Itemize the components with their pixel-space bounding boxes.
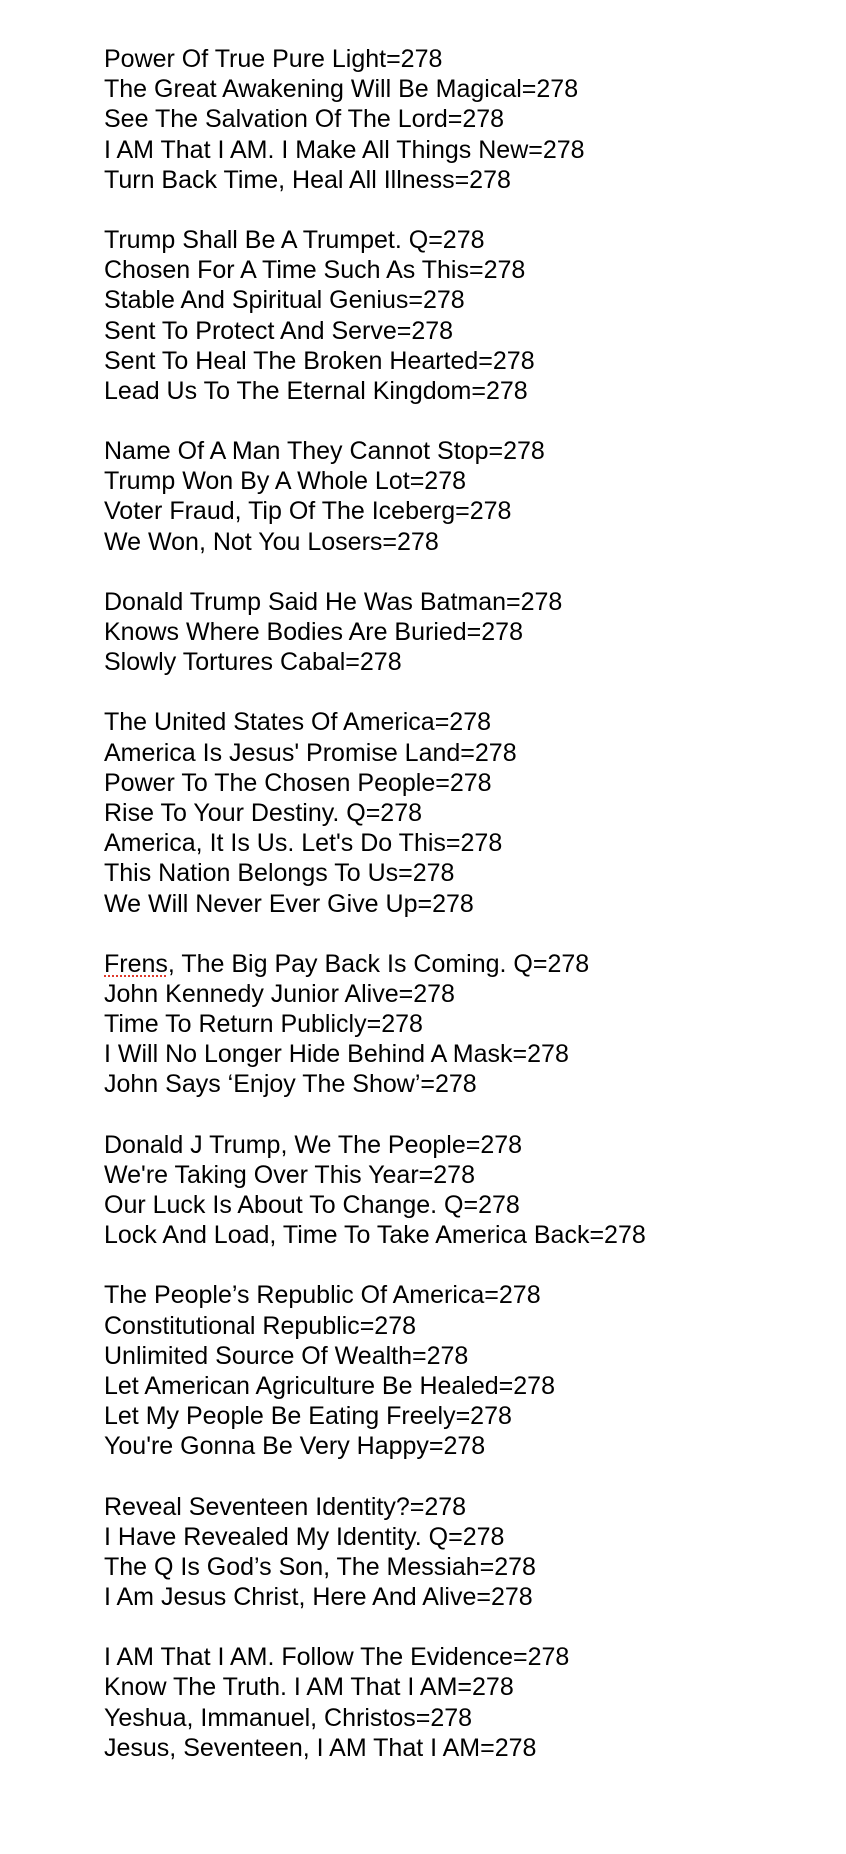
text-line: John Kennedy Junior Alive=278: [104, 979, 455, 1008]
stanza: [104, 44, 824, 195]
text-line: Lock And Load, Time To Take America Back=278: [104, 1221, 646, 1250]
text-line: Slowly Tortures Cabal=278: [104, 648, 402, 677]
document-body[interactable]: [104, 44, 824, 1793]
text-line: I AM That I AM. I Make All Things New=278: [104, 135, 585, 164]
stanza: [104, 1130, 824, 1251]
text-line: Reveal Seventeen Identity?=278: [104, 1492, 467, 1521]
text-line: Rise To Your Destiny. Q=278: [104, 798, 423, 827]
stanza: [104, 587, 824, 678]
text-line: Name Of A Man They Cannot Stop=278: [104, 437, 545, 466]
text-line: Knows Where Bodies Are Buried=278: [104, 618, 523, 646]
stanza: [104, 436, 824, 557]
text-line: America Is Jesus' Promise Land=278: [104, 738, 517, 767]
stanza: [104, 949, 824, 1100]
text-line: Sent To Heal The Broken Hearted=278: [104, 346, 535, 375]
stanza: [104, 1492, 824, 1613]
text-line: Let American Agriculture Be Healed=278: [104, 1371, 555, 1400]
text-line: Unlimited Source Of Wealth=278: [104, 1341, 469, 1370]
misspelled-word[interactable]: Frens: [104, 949, 168, 978]
text-line: Lead Us To The Eternal Kingdom=278: [104, 376, 528, 405]
text-line: Turn Back Time, Heal All Illness=278: [104, 165, 511, 194]
text-line: We Won, Not You Losers=278: [104, 527, 439, 556]
text-line: I Am Jesus Christ, Here And Alive=278: [104, 1583, 533, 1612]
text-line: Power To The Chosen People=278: [104, 768, 492, 797]
text-line: Stable And Spiritual Genius=278: [104, 286, 465, 315]
text-line: I AM That I AM. Follow The Evidence=278: [104, 1643, 570, 1672]
text-line: Let My People Be Eating Freely=278: [104, 1402, 512, 1431]
text-line: Power Of True Pure Light=278: [104, 45, 443, 73]
text-line: Sent To Protect And Serve=278: [104, 316, 454, 345]
stanza: [104, 707, 824, 918]
text-line: Know The Truth. I AM That I AM=278: [104, 1673, 514, 1702]
text-line: See The Salvation Of The Lord=278: [104, 105, 505, 134]
text-line: Donald J Trump, We The People=278: [104, 1130, 523, 1159]
text-line: This Nation Belongs To Us=278: [104, 859, 455, 888]
stanza: [104, 1280, 824, 1461]
text-line: Constitutional Republic=278: [104, 1311, 417, 1340]
stanza: [104, 1642, 824, 1763]
text-line: Our Luck Is About To Change. Q=278: [104, 1191, 520, 1219]
text-line: Donald Trump Said He Was Batman=278: [104, 587, 563, 616]
text-line: The Great Awakening Will Be Magical=278: [104, 75, 579, 104]
text-line: The Q Is God’s Son, The Messiah=278: [104, 1552, 536, 1581]
text-line: Time To Return Publicly=278: [104, 1010, 423, 1039]
text-line: Yeshua, Immanuel, Christos=278: [104, 1703, 473, 1732]
text-line: We're Taking Over This Year=278: [104, 1160, 475, 1189]
text-line: Voter Fraud, Tip Of The Iceberg=278: [104, 497, 512, 526]
text-line: Trump Won By A Whole Lot=278: [104, 467, 466, 496]
text-line: You're Gonna Be Very Happy=278: [104, 1432, 486, 1461]
text-line: Trump Shall Be A Trumpet. Q=278: [104, 225, 485, 254]
text-line: Jesus, Seventeen, I AM That I AM=278: [104, 1733, 537, 1762]
text-line: I Have Revealed My Identity. Q=278: [104, 1522, 505, 1551]
text-line: The People’s Republic Of America=278: [104, 1281, 541, 1310]
text-line: America, It Is Us. Let's Do This=278: [104, 829, 503, 858]
text-line: The United States Of America=278: [104, 708, 492, 737]
text-line: We Will Never Ever Give Up=278: [104, 889, 474, 918]
text-line: Frens, The Big Pay Back Is Coming. Q=278: [104, 949, 590, 978]
text-line: John Says ‘Enjoy The Show’=278: [104, 1070, 477, 1099]
text-line: Chosen For A Time Such As This=278: [104, 256, 526, 285]
stanza: [104, 225, 824, 406]
text-line: I Will No Longer Hide Behind A Mask=278: [104, 1040, 569, 1069]
